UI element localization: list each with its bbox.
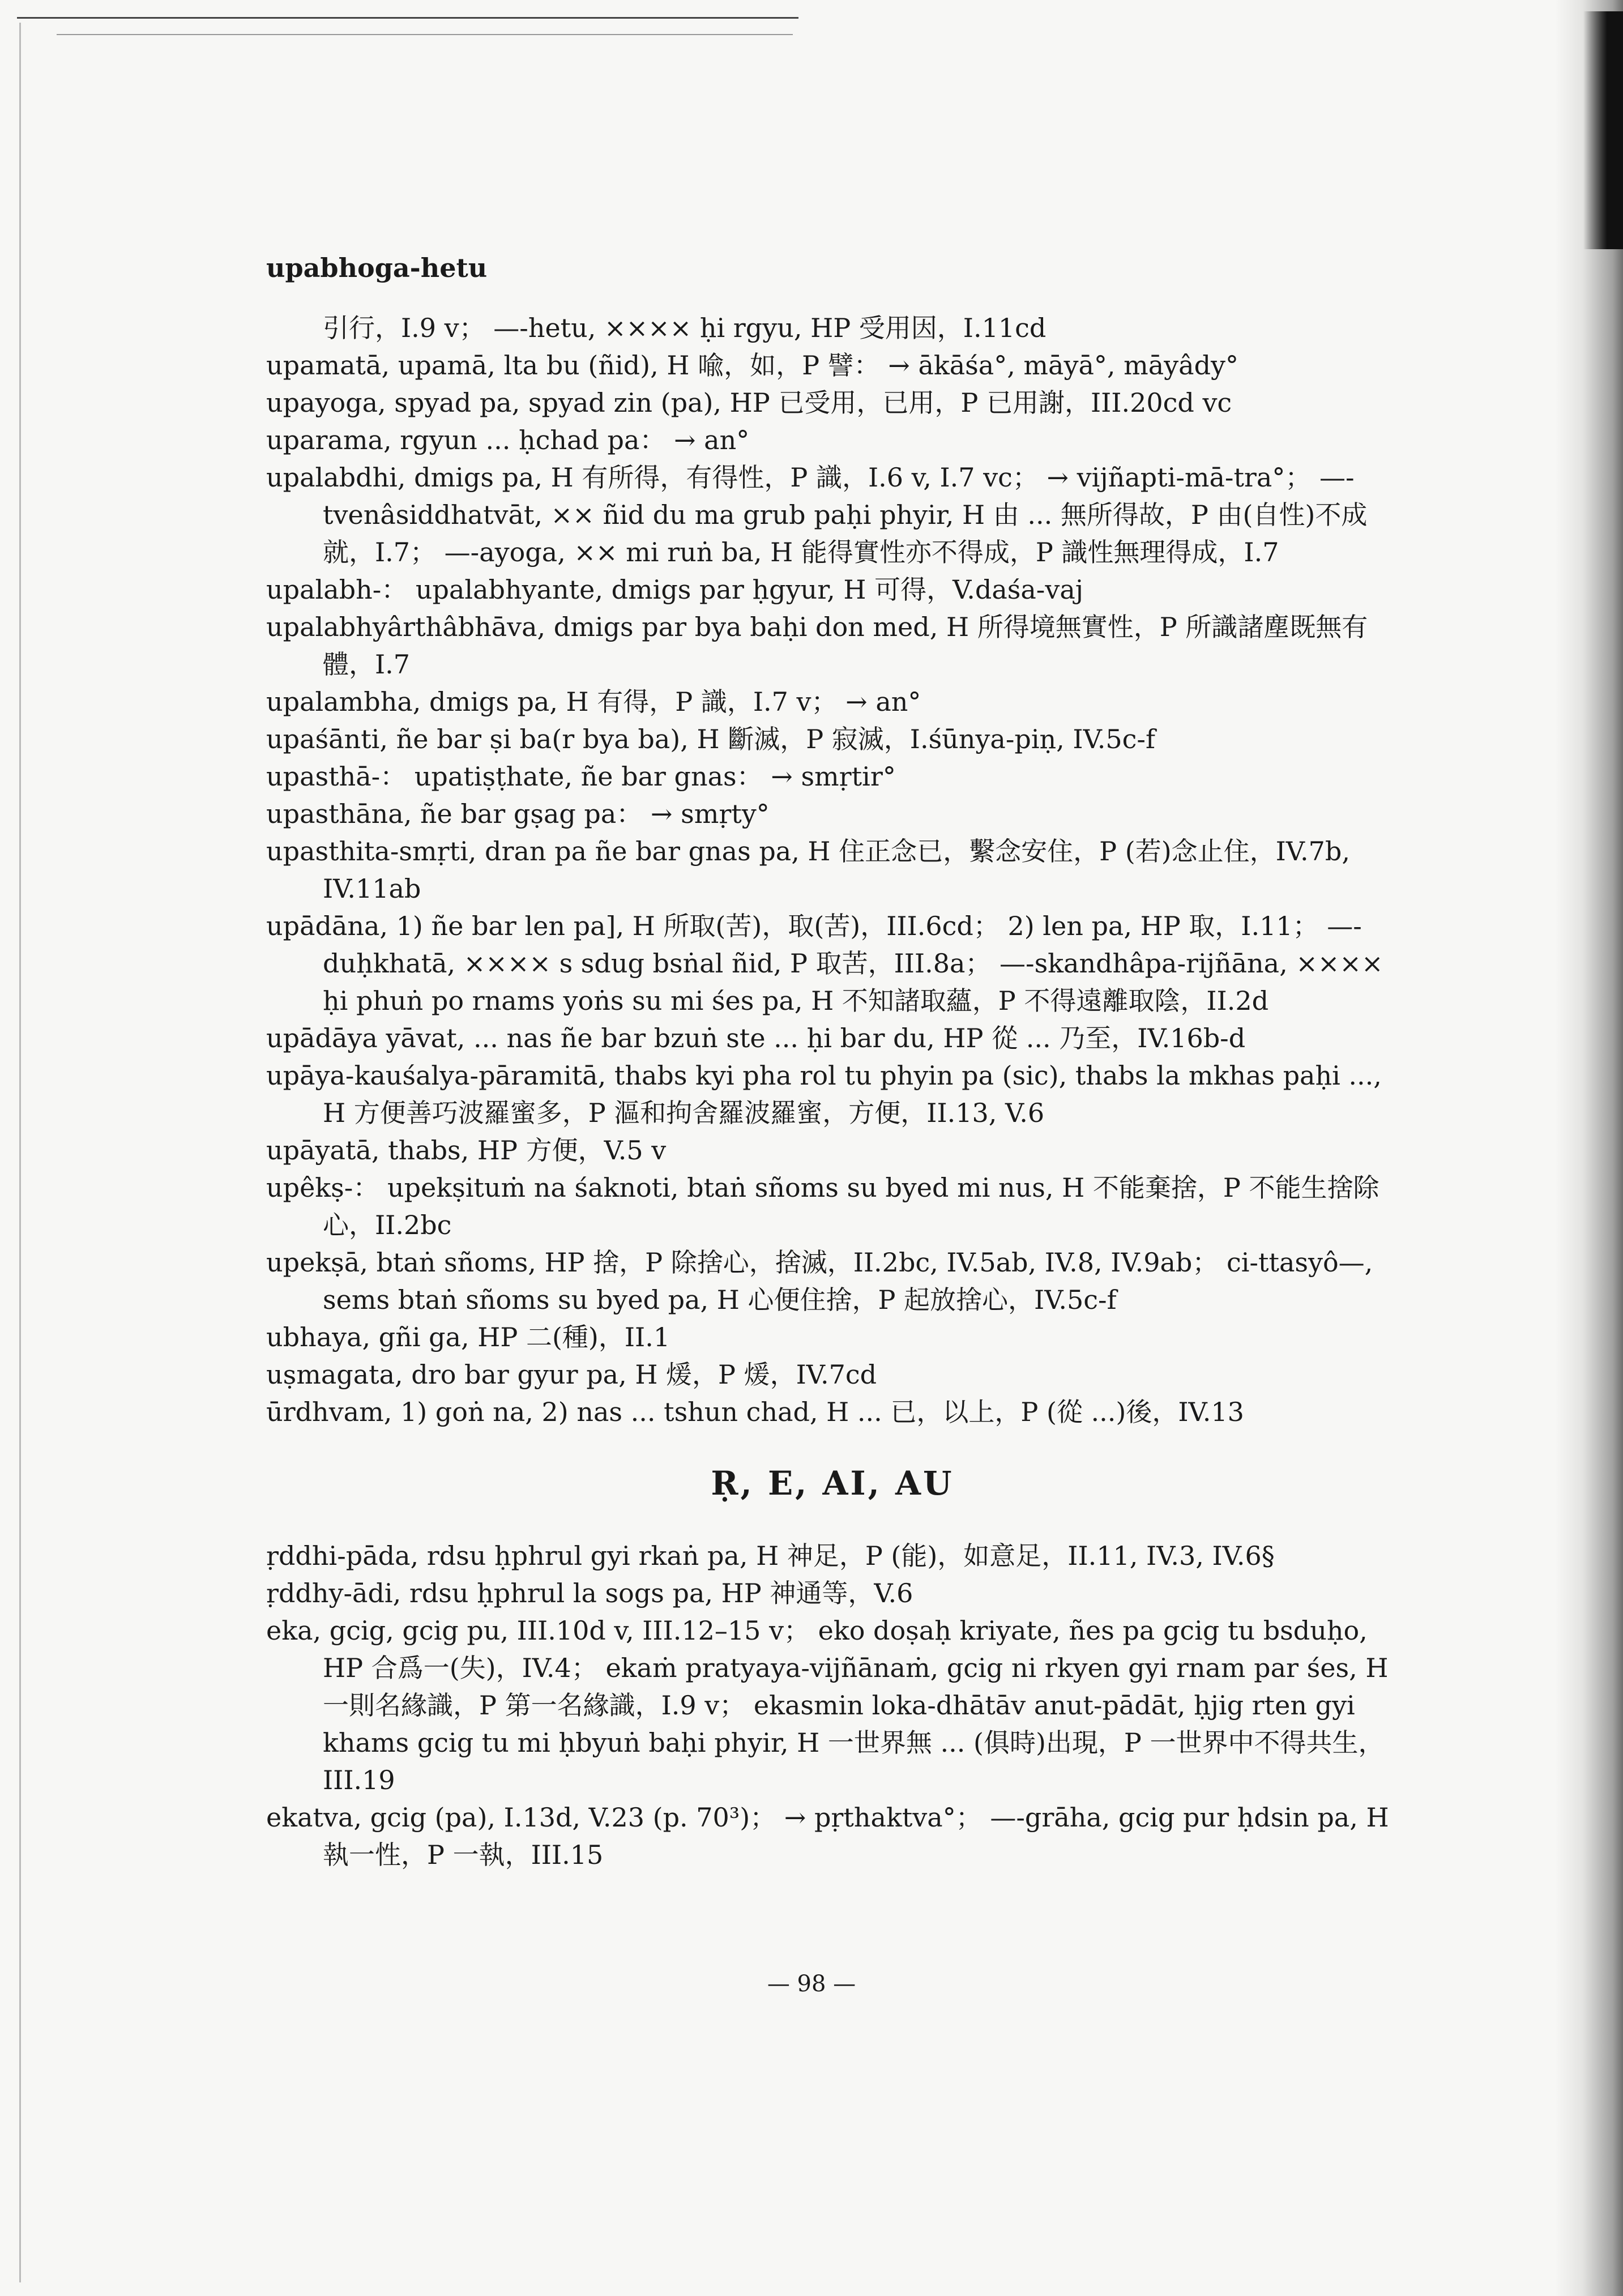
binding-dark-corner (1583, 11, 1623, 249)
entry-upalabdhi: upalabdhi, dmigs pa, H 有所得，有得性，P 識，I.6 v, I.7 vc； → vijñapti-mā-tra°； —-tvenâsiddhatvāt, ×× ñid du ma grub paḥi phyir, H 由 ... 無所得故，P 由(自性)不成就，I.7； —-ayoga, ×× mi ruṅ ba, H 能得實性亦不得成，P 識性無理得成，I.7 (266, 462, 1368, 567)
entry-upayata: upāyatā, thabs, HP 方便，V.5 v (266, 1135, 667, 1166)
entry-upalambha: upalambha, dmigs pa, H 有得，P 識，I.7 v； → an° (266, 686, 921, 717)
entry-upadana: upādāna, 1) ñe bar len pa], H 所取(苦)，取(苦)，III.6cd； 2) len pa, HP 取，I.11； —-duḥkhatā, ×××× s sdug bsṅal ñid, P 取苦，III.8a； —-skandhâpa-rijñāna, ×××× ḥi phuṅ po rnams yoṅs su mi śes pa, H 不知諸取蘊，P 不得遠離取陰，II.2d (266, 911, 1383, 1016)
top-rule-secondary (57, 34, 793, 35)
entry-rddhy-adi: ṛddhy-ādi, rdsu ḥphrul la sogs pa, HP 神通等，V.6 (266, 1578, 913, 1608)
entry-upamata: upamatā, upamā, lta bu (ñid), H 喩，如，P 譬： → ākāśa°, māyā°, māyâdy° (266, 350, 1239, 381)
page-number: — 98 — (767, 1971, 856, 1997)
entry-rddhi-pada: ṛddhi-pāda, rdsu ḥphrul gyi rkaṅ pa, H 神足，P (能)，如意足，II.11, IV.3, IV.6§ (266, 1540, 1275, 1571)
dictionary-page (266, 249, 1399, 1873)
entry-ekatva: ekatva, gcig (pa), I.13d, V.23 (p. 70³)； → pṛthaktva°； —-grāha, gcig pur ḥdsin pa, H 執一性，P 一執，III.15 (266, 1802, 1389, 1870)
entry-upeksa: upekṣā, btaṅ sñoms, HP 捨，P 除捨心，捨滅，II.2bc, IV.5ab, IV.8, IV.9ab； ci-ttasyô—, sems btaṅ sñoms su byed pa, H 心便住捨，P 起放捨心，IV.5c-f (266, 1247, 1373, 1315)
entry-upasthita-smrti: upasthita-smṛti, dran pa ñe bar gnas pa, H 住正念已，繫念安住，P (若)念止住，IV.7b, IV.11ab (266, 836, 1350, 904)
entry-usmagata: uṣmagata, dro bar gyur pa, H 煖，P 煖，IV.7cd (266, 1359, 877, 1390)
entry-upalabh: upalabh-： upalabhyante, dmigs par ḥgyur, H 可得，V.daśa-vaj (266, 574, 1084, 605)
entry-upayoga: upayoga, spyad pa, spyad zin (pa), HP 已受用，已用，P 已用謝，III.20cd vc (266, 387, 1232, 418)
top-rule (17, 17, 798, 19)
section-title: Ṛ, E, AI, AU (711, 1464, 954, 1503)
entry-ubhaya: ubhaya, gñi ga, HP 二(種)，II.1 (266, 1322, 670, 1352)
entry-upeks: upêkṣ-： upekṣituṁ na śaknoti, btaṅ sñoms su byed mi nus, H 不能棄捨，P 不能生捨除心，II.2bc (266, 1172, 1379, 1240)
entries-bottom (266, 1537, 1399, 1873)
entry-uparama: uparama, rgyun ... ḥchad pa： → an° (266, 425, 750, 455)
entry-continuation: 引行，I.9 v； —-hetu, ×××× ḥi rgyu, HP 受用因，I.11cd (323, 313, 1047, 343)
entry-upaya-kausalya: upāya-kauśalya-pāramitā, thabs kyi pha rol tu phyin pa (sic), thabs la mkhas paḥi ..., H 方便善巧波羅蜜多，P 漚和拘舍羅波羅蜜，方便，II.13, V.6 (266, 1060, 1382, 1128)
entry-upadaya-yavat: upādāya yāvat, ... nas ñe bar bzuṅ ste ... ḥi bar du, HP 從 ... 乃至，IV.16b-d (266, 1023, 1246, 1053)
running-head: upabhoga-hetu (266, 253, 488, 283)
entry-eka: eka, gcig, gcig pu, III.10d v, III.12–15 v； eko doṣaḥ kriyate, ñes pa gcig tu bsduḥo, HP 合爲一(失)，IV.4； ekaṁ pratyaya-vijñānaṁ, gcig ni rkyen gyi rnam par śes, H 一則名緣識，P 第一名緣識，I.9 v； ekasmin loka-dhātāv anut-pādāt, ḥjig rten gyi khams gcig tu mi ḥbyuṅ baḥi phyir, H 一世界無 ... (俱時)出現，P 一世界中不得共生，III.19 (266, 1615, 1389, 1795)
entry-upastha: upasthā-： upatiṣṭhate, ñe bar gnas： → smṛtir° (266, 761, 896, 792)
entry-upasthana: upasthāna, ñe bar gṣag pa： → smṛty° (266, 799, 770, 829)
entry-urdhvam: ūrdhvam, 1) goṅ na, 2) nas ... tshun chad, H ... 已，以上，P (從 ...)後，IV.13 (266, 1397, 1244, 1427)
entries-top (266, 309, 1399, 1431)
binding-shadow (1555, 0, 1623, 2296)
page-left-edge (19, 23, 21, 2282)
entry-upalabhyarthabhava: upalabhyârthâbhāva, dmigs par bya baḥi don med, H 所得境無實性，P 所識諸塵既無有體，I.7 (266, 612, 1368, 680)
entry-upasanti: upaśānti, ñe bar ṣi ba(r bya ba), H 斷滅，P 寂滅，I.śūnya-piṇ, IV.5c-f (266, 724, 1155, 754)
